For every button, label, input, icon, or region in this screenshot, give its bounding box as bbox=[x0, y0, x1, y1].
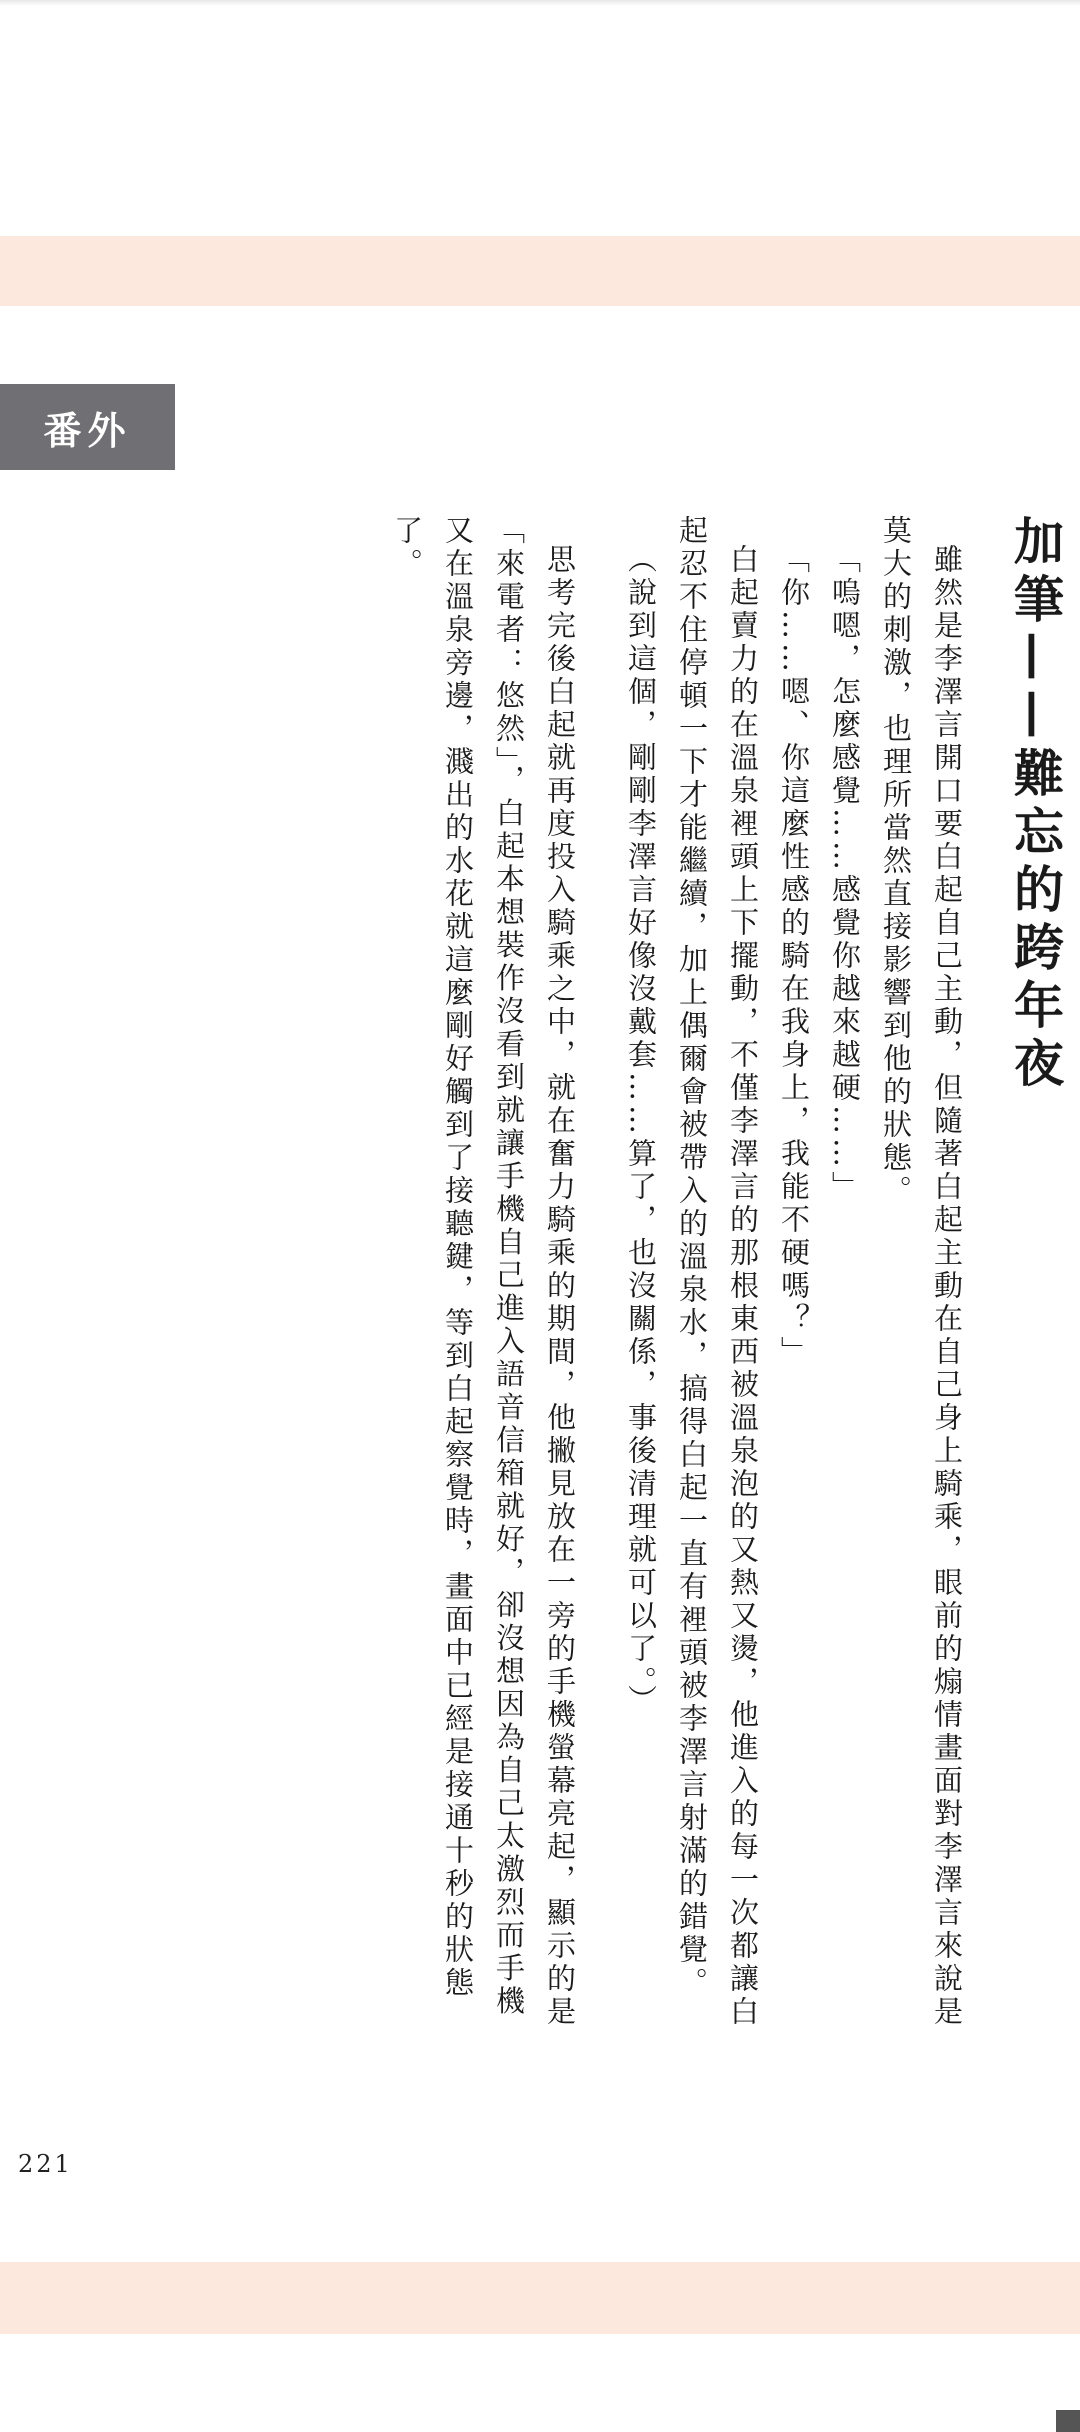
page-number: 221 bbox=[18, 2150, 73, 2178]
paragraph: 雖然是李澤言開口要白起自己主動，但隨著白起主動在自己身上騎乘，眼前的煽情畫面對李澤言來說是莫大的刺激，也理所當然直接影響到他的狀態。 bbox=[879, 515, 964, 2029]
paragraph: （說到這個，剛剛李澤言好像沒戴套……算了，也沒關係，事後清理就可以了。） bbox=[624, 544, 658, 1718]
page-top-band bbox=[0, 236, 1080, 306]
top-shadow bbox=[0, 0, 1080, 6]
paragraph: 思考完後白起就再度投入騎乘之中，就在奮力騎乘的期間，他撇見放在一旁的手機螢幕亮起，顯示的是「來電者：悠然」，白起本想裝作沒看到就讓手機自己進入語音信箱就好，卻沒想因為自己太激烈而手機又在溫泉旁邊，濺出的水花就這麼剛好觸到了接聽鍵，等到白起察覺時，畫面中已經是接通十秒的狀態了。 bbox=[390, 515, 577, 2029]
page-content bbox=[70, 515, 1070, 2045]
page-bottom-band bbox=[0, 2262, 1080, 2334]
chapter-tab-label: 番外 bbox=[43, 408, 132, 453]
paragraph: 「你……嗯、你這麼性感的騎在我身上，我能不硬嗎？」 bbox=[777, 544, 811, 1369]
chapter-tab bbox=[0, 384, 175, 470]
paragraph: 白起賣力的在溫泉裡頭上下擺動，不僅李澤言的那根東西被溫泉泡的又熱又燙，他進入的每一次都讓白起忍不住停頓一下才能繼續，加上偶爾會被帶入的溫泉水，搞得白起一直有裡頭被李澤言射滿的錯覺。 bbox=[675, 515, 760, 2029]
chapter-title: 加筆——難忘的跨年夜 bbox=[1006, 515, 1065, 1095]
paragraph: 「嗚嗯，怎麼感覺……感覺你越來越硬……」 bbox=[828, 544, 862, 1204]
scroll-corner-mark bbox=[1056, 2410, 1080, 2432]
